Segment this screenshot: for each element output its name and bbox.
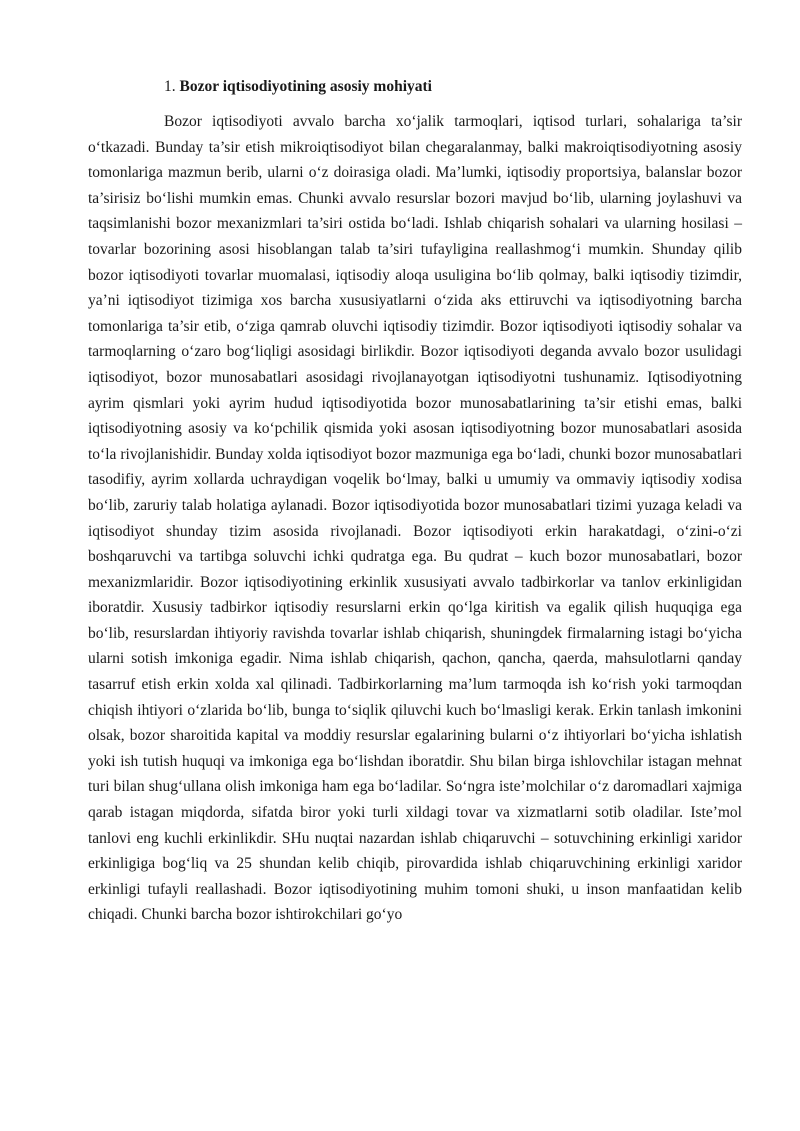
section-title: Bozor iqtisodiyotining asosiy mohiyati — [179, 78, 432, 95]
section-heading — [164, 76, 432, 98]
body-paragraph: Bozor iqtisodiyoti avvalo barcha xo‘jalik tarmoqlari, iqtisod turlari, sohalariga ta’sir o‘tkazadi. Bunday ta’sir etish mikroiqtisodiyot bilan chegaralanmay, balki makroiqtisodiyotning asosiy tomonlariga mazmun berib, ularni o‘z doirasiga oladi. Ma’lumki, iqtisodiy proportsiya, balanslar bozor ta’sirisiz bo‘lishi mumkin emas. Chunki avvalo resurslar bozori mavjud bo‘lib, ularning joylashuvi va taqsimlanishi bozor mexanizmlari ta’siri ostida bo‘ladi. Ishlab chiqarish sohalari va ularning hosilasi – tovarlar bozorining asosi hisoblangan talab ta’siri tufayligina reallashmog‘i mumkin. Shunday qilib bozor iqtisodiyoti tovarlar muomalasi, iqtisodiy aloqa usuligina bo‘lib qolmay, balki iqtisodiy tizimdir, ya’ni iqtisodiyot tizimiga xos barcha xususiyatlarni o‘zida aks ettiruvchi va iqtisodiyotning barcha tomonlariga ta’sir etib, o‘ziga qamrab oluvchi iqtisodiy tizimdir. Bozor iqtisodiyoti iqtisodiy sohalar va tarmoqlarning o‘zaro bog‘liqligi asosidagi birlikdir. Bozor iqtisodiyoti deganda avvalo bozor usulidagi iqtisodiyot, bozor munosabatlari asosidagi rivojlanayotgan iqtisodiyotni tushunamiz. Iqtisodiyotning ayrim qismlari yoki ayrim hudud iqtisodiyotida bozor munosabatlarining ta’sir etishi emas, balki iqtisodiyotning asosiy va ko‘pchilik qismida yoki asosan iqtisodiyotning bozor munosabatlari asosida to‘la rivojlanishidir. Bunday xolda iqtisodiyot bozor mazmuniga ega bo‘ladi, chunki bozor munosabatlari tasodifiy, ayrim xollarda uchraydigan voqelik bo‘lmay, balki u umumiy va ommaviy iqtisodiy xodisa bo‘lib, zaruriy talab holatiga aylanadi. Bozor iqtisodiyotida bozor munosabatlari tizimi yuzaga keladi va iqtisodiyot shunday tizim asosida rivojlanadi. Bozor iqtisodiyoti erkin harakatdagi, o‘zini-o‘zi boshqaruvchi va tartibga soluvchi ichki qudratga ega. Bu qudrat – kuch bozor munosabatlari, bozor mexanizmlaridir. Bozor iqtisodiyotining erkinlik xususiyati avvalo tadbirkorlar va tanlov erkinligidan iboratdir. Xususiy tadbirkor iqtisodiy resurslarni erkin qo‘lga kiritish va egalik qilish huquqiga ega bo‘lib, resurslardan ihtiyoriy ravishda tovarlar ishlab chiqarish, shuningdek firmalarning istagi bo‘yicha ularni sotish imkoniga egadir. Nima ishlab chiqarish, qachon, qancha, qaerda, mahsulotlarni qanday tasarruf etish erkin xolda xal qilinadi. Tadbirkorlarning ma’lum tarmoqda ish ko‘rish yoki tarmoqdan chiqish ihtiyori o‘zlarida bo‘lib, bunga to‘siqlik qiluvchi kuch bo‘lmasligi kerak. Erkin tanlash imkonini olsak, bozor sharoitida kapital va moddiy resurslar egalarining bularni o‘z ihtiyorlari bo‘yicha ishlatish yoki ish tutish huquqi va imkoniga ega bo‘lishdan iboratdir. Shu bilan birga ishlovchilar istagan mehnat turi bilan shug‘ullana olish imkoniga ham ega bo‘ladilar. So‘ngra iste’molchilar o‘z daromadlari xajmiga qarab istagan miqdorda, sifatda biror yoki turli xildagi tovar va xizmatlarni sotib oladilar. Iste’mol tanlovi eng kuchli erkinlikdir. SHu nuqtai nazardan ishlab chiqaruvchi – sotuvchining erkinligi xaridor erkinligiga bog‘liq va 25 shundan kelib chiqib, pirovardida ishlab chiqaruvchining erkinligi xaridor erkinligi tufayli reallashadi. Bozor iqtisodiyotining muhim tomoni shuki, u inson manfaatidan kelib chiqadi. Chunki barcha bozor ishtirokchilari go‘yo — [88, 113, 742, 924]
section-number: 1. — [164, 78, 176, 95]
